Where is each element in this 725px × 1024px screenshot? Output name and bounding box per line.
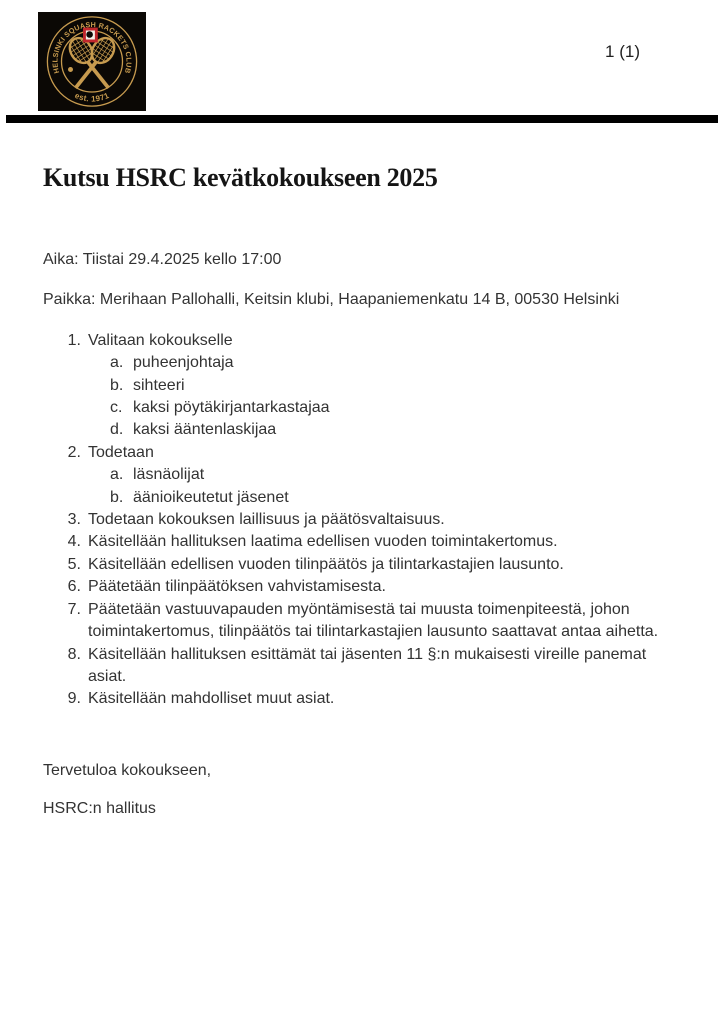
club-logo-svg — [38, 12, 146, 111]
meeting-time: Aika: Tiistai 29.4.2025 kello 17:00 — [43, 251, 282, 268]
agenda-item-marker: 7. — [67, 600, 81, 618]
agenda-item-text: Todetaan — [88, 443, 154, 461]
agenda-item-9 — [43, 688, 685, 710]
agenda-subitem-text: sihteeri — [133, 376, 185, 394]
agenda-subitem-text: puheenjohtaja — [133, 354, 234, 372]
agenda-item-marker: 9. — [67, 690, 81, 708]
agenda-item-text: Valitaan kokoukselle — [88, 331, 233, 349]
agenda-item-1 — [43, 330, 685, 352]
club-logo — [38, 12, 146, 111]
agenda-item-marker: 2. — [67, 443, 81, 461]
agenda-subitem-marker: b. — [110, 488, 124, 506]
agenda-item-text: Päätetään tilinpäätöksen vahvistamisesta. — [88, 578, 386, 596]
page-number: 1 (1) — [605, 42, 640, 61]
agenda-subitem-text: kaksi pöytäkirjantarkastajaa — [133, 399, 330, 417]
agenda-item-3 — [43, 509, 685, 531]
agenda-item-marker: 6. — [67, 578, 81, 596]
agenda-item-text: Käsitellään mahdolliset muut asiat. — [88, 690, 335, 708]
page-title: Kutsu HSRC kevätkokoukseen 2025 — [43, 163, 438, 192]
agenda-item-4 — [43, 531, 685, 553]
agenda-subitem-2b — [110, 487, 685, 509]
agenda-item-marker: 5. — [67, 555, 81, 573]
agenda-subitem-text: kaksi ääntenlaskijaa — [133, 421, 277, 439]
agenda-item-5 — [43, 554, 685, 576]
agenda-subitem-2a — [110, 464, 685, 486]
agenda-item-6 — [43, 576, 685, 598]
agenda-subitem-marker: a. — [110, 354, 124, 372]
agenda-item-marker: 1. — [67, 331, 81, 349]
agenda-item-text: Käsitellään edellisen vuoden tilinpäätös ja tilintarkastajien lausunto. — [88, 555, 564, 573]
agenda-subitem-marker: c. — [110, 399, 123, 417]
red-square-emblem — [83, 28, 98, 43]
agenda-subitem-1d — [110, 419, 685, 441]
document-content — [43, 163, 685, 821]
agenda-item-text: Käsitellään hallituksen esittämät tai jäsenten 11 §:n mukaisesti vireille panemat asiat. — [88, 645, 647, 685]
agenda-list — [43, 330, 685, 711]
agenda-item-marker: 3. — [67, 511, 81, 529]
agenda-item-text: Käsitellään hallituksen laatima edellisen vuoden toimintakertomus. — [88, 533, 558, 551]
agenda-subitem-1c — [110, 397, 685, 419]
agenda-item-8 — [43, 644, 685, 689]
logo-arc-text: HELSINKI SQUASH RACKETS CLUB — [50, 19, 134, 75]
agenda-subitem-marker: a. — [110, 466, 124, 484]
agenda-subitem-1a — [110, 352, 685, 374]
agenda-item-text: Todetaan kokouksen laillisuus ja päätösvaltaisuus. — [88, 511, 445, 529]
agenda-subitem-text: läsnäolijat — [133, 466, 205, 484]
logo-est-text: est. 1971 — [73, 90, 111, 104]
agenda-subitem-marker: b. — [110, 376, 124, 394]
agenda-item-7 — [43, 599, 685, 644]
divider-rule — [6, 115, 718, 123]
signature-line: HSRC:n hallitus — [43, 800, 156, 818]
squash-ball-icon — [68, 67, 73, 72]
agenda-subitem-marker: d. — [110, 421, 124, 439]
agenda-item-2 — [43, 442, 685, 464]
meeting-place: Paikka: Merihaan Pallohalli, Keitsin klubi, Haapaniemenkatu 14 B, 00530 Helsinki — [43, 291, 620, 309]
closing-line: Tervetuloa kokoukseen, — [43, 761, 212, 779]
agenda-item-marker: 8. — [67, 645, 81, 663]
agenda-item-text: Päätetään vastuuvapauden myöntämisestä tai muusta toimenpiteestä, johon toimintakertomus, tilinpäätös tai tilintarkastajien lausunto saattavat antaa aihetta. — [88, 600, 659, 641]
agenda-subitem-1b — [110, 375, 685, 397]
agenda-item-marker: 4. — [67, 533, 81, 551]
agenda-subitem-text: äänioikeutetut jäsenet — [133, 488, 289, 506]
